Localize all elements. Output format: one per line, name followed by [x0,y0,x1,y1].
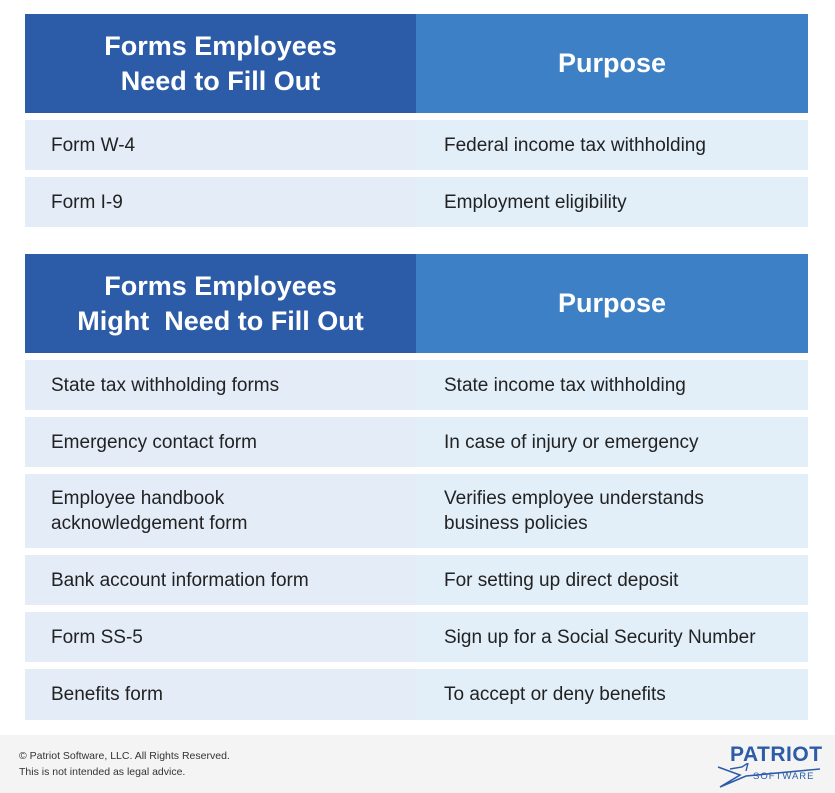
logo-wordmark: PATRIOT [730,743,823,766]
header-line: Need to Fill Out [120,65,321,96]
table-header [25,14,808,113]
purpose-line: Verifies employee understands [444,488,704,509]
optional-forms-table [25,254,808,720]
purpose-line: business policies [444,513,588,534]
required-forms-table [25,14,808,227]
table-row [25,177,808,227]
header-forms [25,254,416,353]
table-row [25,120,808,170]
table-row [25,612,808,662]
table-row [25,555,808,605]
table-row [25,417,808,467]
purpose-cell: Sign up for a Social Security Number [416,612,808,662]
header-forms [25,14,416,113]
form-cell: Emergency contact form [25,417,416,467]
purpose-cell: To accept or deny benefits [416,669,808,720]
form-line: Employee handbook [51,488,225,509]
form-cell [25,474,416,548]
form-cell: Form W-4 [25,120,416,170]
form-cell: Benefits form [25,669,416,720]
purpose-cell: For setting up direct deposit [416,555,808,605]
header-purpose: Purpose [416,254,808,353]
table-row [25,360,808,410]
purpose-cell [416,474,808,548]
purpose-cell: State income tax withholding [416,360,808,410]
form-cell: Form SS-5 [25,612,416,662]
header-purpose: Purpose [416,14,808,113]
form-cell: Bank account information form [25,555,416,605]
form-line: acknowledgement form [51,513,248,534]
purpose-cell: In case of injury or emergency [416,417,808,467]
footer [0,735,835,793]
form-cell: Form I-9 [25,177,416,227]
disclaimer-text: This is not intended as legal advice. [19,766,186,778]
header-line: Forms Employees [104,270,337,301]
table-row [25,669,808,720]
header-line: Forms Employees [104,30,337,61]
purpose-cell: Employment eligibility [416,177,808,227]
form-cell: State tax withholding forms [25,360,416,410]
logo-subtitle: SOFTWARE [753,771,815,782]
patriot-software-logo [716,743,823,789]
copyright-text: © Patriot Software, LLC. All Rights Reserved. [19,750,230,762]
table-row [25,474,808,548]
header-line: Might Need to Fill Out [77,305,364,336]
table-header [25,254,808,353]
purpose-cell: Federal income tax withholding [416,120,808,170]
